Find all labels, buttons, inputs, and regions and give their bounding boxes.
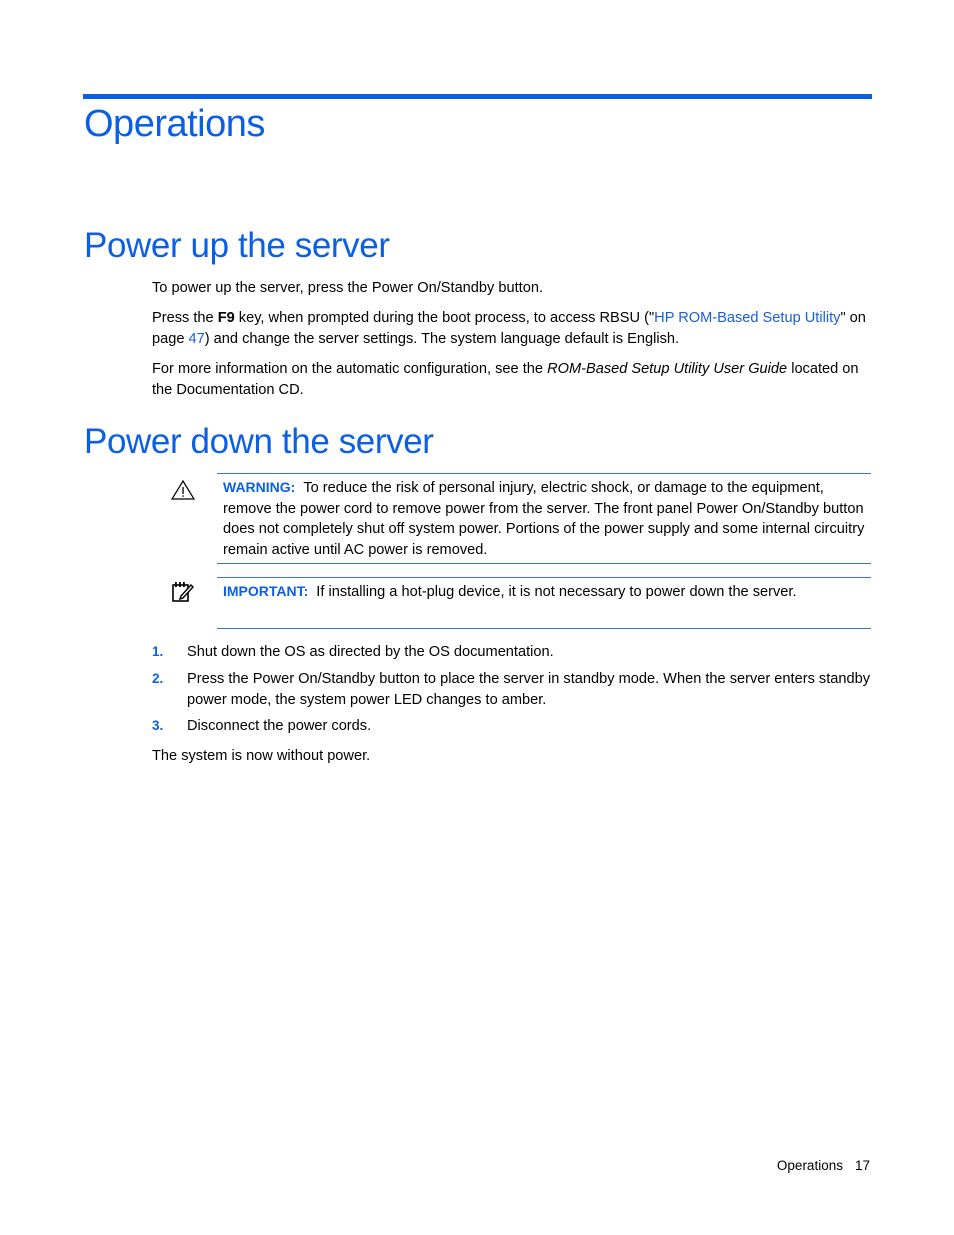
step-number: 2. [152,671,164,686]
closing-paragraph: The system is now without power. [152,748,371,764]
page-footer [777,1158,870,1173]
rbsu-link[interactable]: HP ROM-Based Setup Utility [654,310,841,326]
warning-label: WARNING: [223,479,296,495]
power-up-paragraph-1: To power up the server, press the Power On/Standby button. [152,280,544,296]
important-label: IMPORTANT: [223,583,309,599]
chapter-top-rule [83,94,872,99]
footer-page-number: 17 [854,1158,870,1173]
important-bottom-rule [217,628,871,629]
step-number: 1. [152,644,164,659]
footer-section: Operations [776,1158,843,1173]
warning-bottom-rule [217,563,871,564]
rbsu-guide-title: ROM-Based Setup Utility User Guide [547,361,788,377]
warning-top-rule [217,473,871,474]
chapter-title: Operations [84,103,265,145]
power-up-paragraph-3: For more information on the automatic configuration, see the ROM-Based Setup Utility User Guide located on the Documentation CD. [152,361,859,398]
f9-key: F9 [217,310,235,326]
section-title-power-down: Power down the server [84,422,434,461]
step-number: 3. [152,718,164,733]
important-note [223,581,868,603]
important-top-rule [217,577,871,578]
page-47-link[interactable]: 47 [188,330,205,347]
important-notepad-icon [170,581,196,603]
step-text: Disconnect the power cords. [187,718,372,734]
step-text: Shut down the OS as directed by the OS documentation. [187,644,554,660]
power-up-paragraph-2: Press the F9 key, when prompted during the boot process, to access RBSU ("HP ROM-Based Setup Utility" on page 47) and change the server settings. The system language default is English. [152,310,866,347]
important-text: If installing a hot-plug device, it is not necessary to power down the server. [316,584,797,600]
step-text: Press the Power On/Standby button to place the server in standby mode. When the server enters standby power mode, the system power LED changes to amber. [187,671,871,708]
warning-text: To reduce the risk of personal injury, electric shock, or damage to the equipment, remove the power cord to remove power from the server. The front panel Power On/Standby button does not completely shut off system power. Portions of the power supply and some internal circuitry remain active until AC power is removed. [223,480,865,558]
warning-note [223,477,868,560]
section-title-power-up: Power up the server [84,226,390,265]
warning-triangle-icon [170,479,196,501]
